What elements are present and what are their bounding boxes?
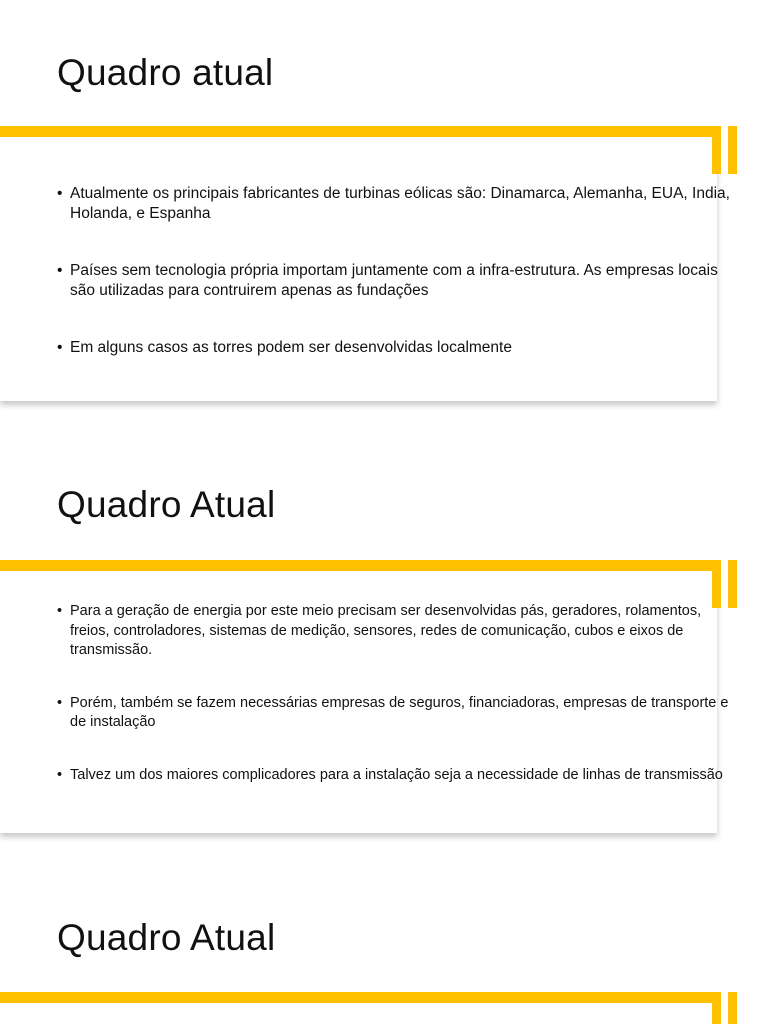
bullet-text: Porém, também se fazem necessárias empresas de seguros, financiadoras, empresas de transporte e de instalação	[70, 694, 729, 730]
bullet-text: Atualmente os principais fabricantes de turbinas eólicas são: Dinamarca, Alemanha, EUA, India, Holanda, e Espanha	[70, 185, 730, 222]
accent-bar-horizontal	[0, 126, 718, 137]
slide-1	[0, 0, 768, 432]
accent-bar-vertical-inner	[712, 992, 721, 1024]
bullet-item	[57, 694, 732, 733]
content-box	[0, 1003, 717, 1024]
bullet-dot: •	[57, 185, 63, 202]
slide-title: Quadro Atual	[57, 484, 276, 525]
bullet-item	[57, 261, 732, 301]
bullet-dot: •	[57, 339, 63, 356]
accent-bar-vertical-outer	[728, 560, 737, 608]
accent-bar-vertical-outer	[728, 992, 737, 1024]
accent-bar-horizontal	[0, 992, 718, 1003]
accent-bar-horizontal	[0, 560, 718, 571]
bullet-item	[57, 766, 732, 786]
bullet-dot: •	[57, 603, 63, 619]
bullet-dot: •	[57, 694, 63, 711]
slide-title: Quadro atual	[57, 52, 274, 93]
bullet-text: Talvez um dos maiores complicadores para a instalação seja a necessidade de linhas de transmissão	[70, 766, 723, 783]
bullet-list	[57, 184, 732, 358]
slide-2	[0, 432, 768, 864]
bullet-text: Países sem tecnologia própria importam juntamente com a infra-estrutura. As empresas locais são utilizadas para contruirem apenas as fundações	[70, 262, 718, 299]
slide-3	[0, 864, 768, 1024]
bullet-dot: •	[57, 262, 63, 279]
accent-bar-vertical-inner	[712, 560, 721, 608]
accent-bar-vertical-outer	[728, 126, 737, 174]
bullet-text: Para a geração de energia por este meio precisam ser desenvolvidas pás, geradores, rolamentos, freios, controladores, sistemas de medição, sensores, redes de comunicação, cubos e eixos de transmissão.	[70, 603, 702, 658]
bullet-item	[57, 602, 732, 661]
slide-title: Quadro Atual	[57, 917, 276, 958]
accent-bar-vertical-inner	[712, 126, 721, 174]
bullet-text: Em alguns casos as torres podem ser desenvolvidas localmente	[70, 339, 512, 356]
bullet-item	[57, 338, 732, 358]
bullet-dot: •	[57, 766, 63, 783]
bullet-item	[57, 184, 732, 224]
bullet-list	[57, 602, 732, 785]
